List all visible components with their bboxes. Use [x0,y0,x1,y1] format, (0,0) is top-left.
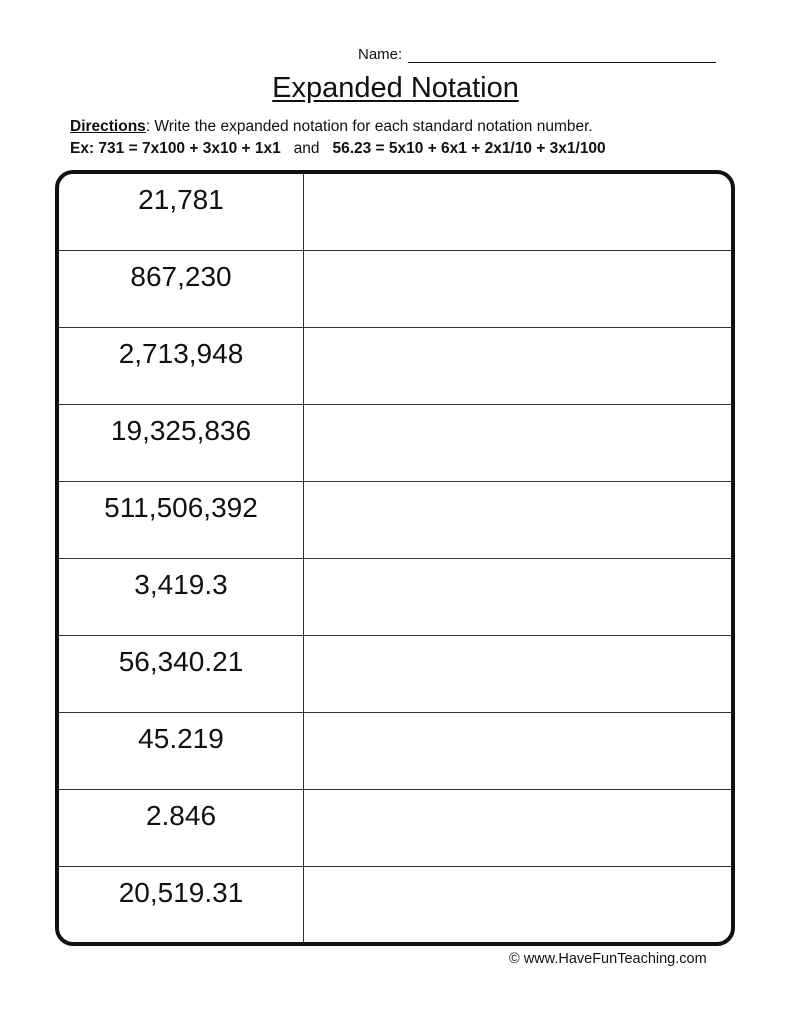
answer-cell[interactable] [304,559,731,635]
answer-cell[interactable] [304,867,731,944]
problem-row [59,482,731,559]
problem-row [59,328,731,405]
answer-cell[interactable] [304,790,731,866]
answer-cell[interactable] [304,251,731,327]
example-part2: 56.23 = 5x10 + 6x1 + 2x1/10 + 3x1/100 [319,140,606,157]
example-and: and [293,140,320,157]
directions [70,118,593,136]
standard-number: 2.846 [59,790,304,866]
problem-row [59,559,731,636]
problem-row [59,636,731,713]
standard-number: 20,519.31 [59,867,304,944]
standard-number: 3,419.3 [59,559,304,635]
answer-cell[interactable] [304,636,731,712]
standard-number: 2,713,948 [59,328,304,404]
standard-number: 867,230 [59,251,304,327]
problem-row [59,790,731,867]
answer-cell[interactable] [304,328,731,404]
name-field [358,46,716,63]
standard-number: 56,340.21 [59,636,304,712]
problem-row [59,405,731,482]
directions-text: : Write the expanded notation for each standard notation number. [145,118,593,135]
standard-number: 511,506,392 [59,482,304,558]
standard-number: 21,781 [59,174,304,250]
example-part1: Ex: 731 = 7x100 + 3x10 + 1x1 [70,140,294,157]
answer-cell[interactable] [304,174,731,250]
answer-cell[interactable] [304,482,731,558]
directions-label: Directions [70,118,146,135]
standard-number: 19,325,836 [59,405,304,481]
example [70,140,606,158]
answer-cell[interactable] [304,713,731,789]
problem-row [59,251,731,328]
worksheet-title: Expanded Notation [272,72,519,104]
name-blank-line[interactable] [408,46,716,63]
problem-row [59,713,731,790]
problems-table [55,170,735,946]
standard-number: 45.219 [59,713,304,789]
answer-cell[interactable] [304,405,731,481]
problem-row [59,867,731,944]
name-label: Name: [358,46,403,63]
problem-row [59,174,731,251]
copyright-footer: © www.HaveFunTeaching.com [509,951,707,967]
